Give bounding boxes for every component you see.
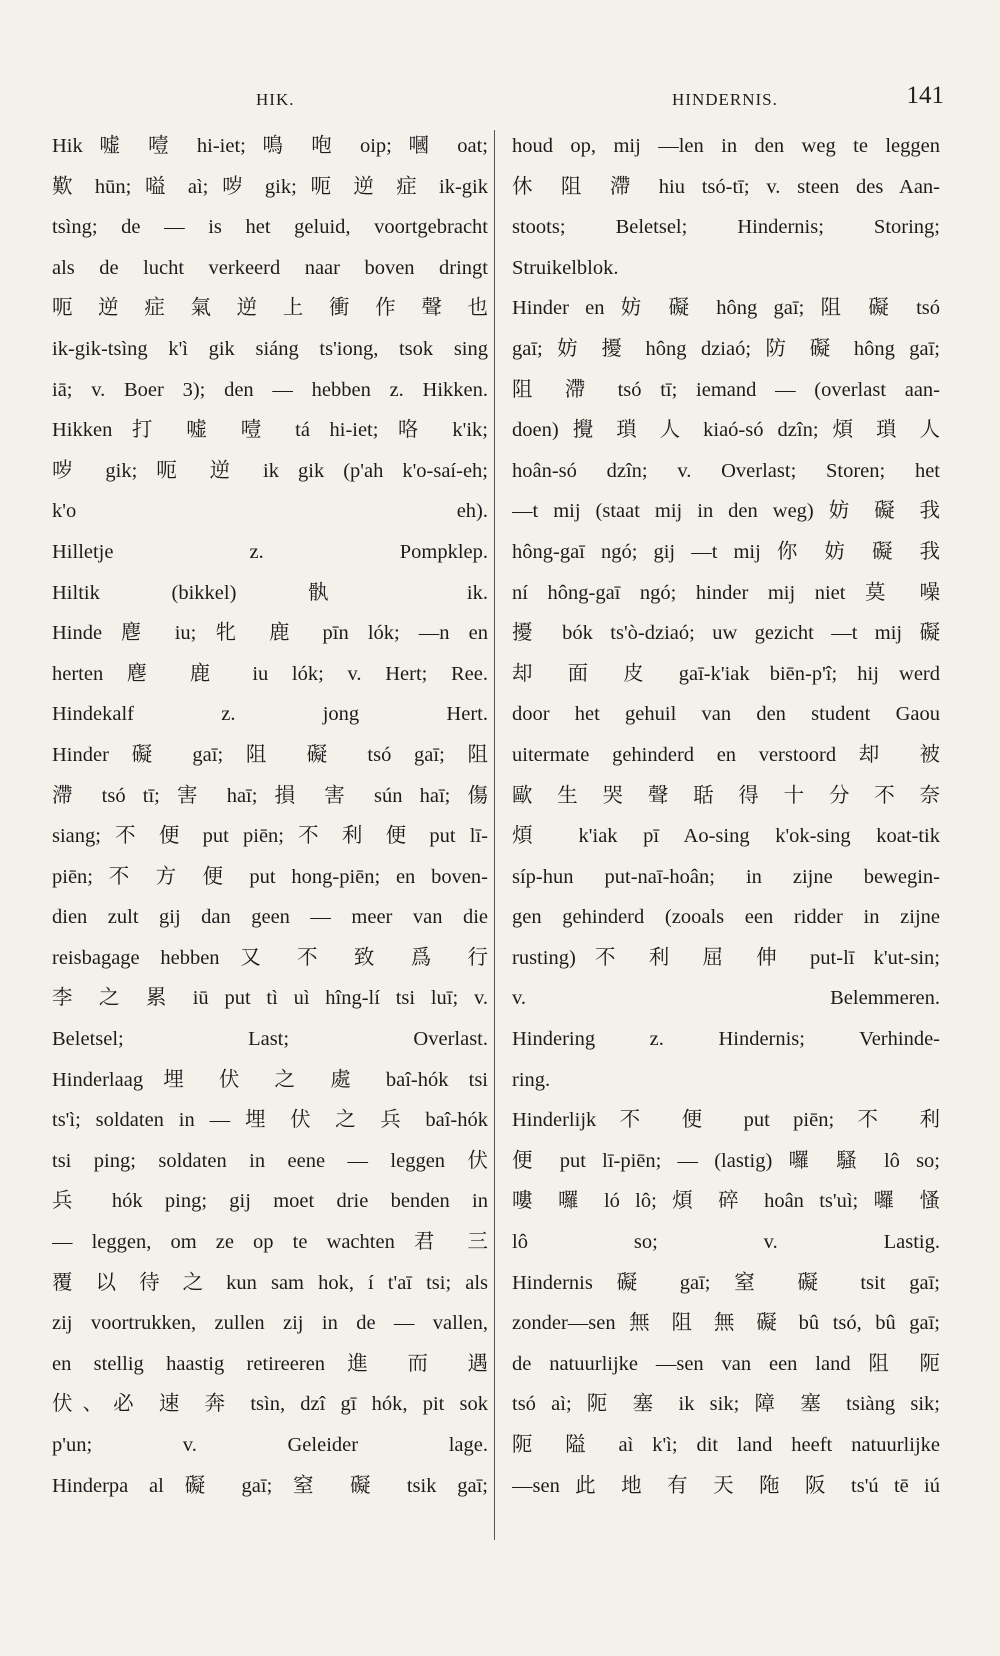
text-line: —t mij (staat mij in den weg) 妨 礙 我 — [512, 500, 940, 523]
text-line: hông-gaī ngó; gij —t mij 你 妨 礙 我 — [512, 540, 940, 563]
text-line: 阻 滯 tsó tī; iemand — (overlast aan- — [512, 378, 940, 401]
text-line: zonder—sen 無 阻 無 礙 bû tsó, bû gaī; — [512, 1312, 940, 1335]
text-line: zij voortrukken, zullen zij in de — vallen, — [52, 1312, 488, 1335]
text-line: 却 面 皮 gaī-k'iak biēn-p'î; hij werd — [512, 662, 940, 685]
text-line: ring. — [512, 1068, 551, 1091]
text-line: 嘍 囉 ló lô; 煩 碎 hoân ts'uì; 囉 慅 — [512, 1190, 940, 1213]
text-line: 覆 以 待 之 kun sam hok, í t'aī tsi; als — [52, 1271, 488, 1294]
text-line: Hinderpa al 礙 gaī; 窒 礙 tsik gaī; — [52, 1474, 488, 1497]
text-line: Hindernis 礙 gaī; 窒 礙 tsit gaī; — [512, 1271, 940, 1294]
text-line: ts'ì; soldaten in — 埋 伏 之 兵 baî-hók — [52, 1109, 488, 1132]
text-line: piēn; 不 方 便 put hong-piēn; en boven- — [52, 865, 488, 888]
text-line: Hiltik (bikkel) 骫 ik. — [52, 581, 488, 604]
text-line: tsó aì; 阨 塞 ik sik; 障 塞 tsiàng sik; — [512, 1393, 940, 1416]
text-line: 兵 hók ping; gij moet drie benden in — [52, 1190, 488, 1213]
text-line: 呃 逆 症 氣 逆 上 衝 作 聲 也 — [52, 297, 488, 320]
text-line: gen gehinderd (zooals een ridder in zijne — [512, 906, 940, 929]
text-line: gaī; 妨 擾 hông dziaó; 防 礙 hông gaī; — [512, 337, 940, 360]
text-line: Hinder 礙 gaī; 阻 礙 tsó gaī; 阻 — [52, 743, 488, 766]
text-line: hoân-só dzîn; v. Overlast; Storen; het — [512, 459, 940, 482]
text-line: 哕 gik; 呃 逆 ik gik (p'ah k'o-saí-eh; — [52, 459, 488, 482]
text-line: doen) 攪 瑣 人 kiaó-só dzîn; 煩 瑣 人 — [512, 419, 940, 442]
page-header — [0, 82, 1000, 122]
text-line: siang; 不 便 put piēn; 不 利 便 put lī- — [52, 825, 488, 848]
text-line: 歐 生 哭 聲 聒 得 十 分 不 奈 — [512, 784, 940, 807]
page-number: 141 — [906, 82, 944, 109]
text-line: 歎 hūn; 嗌 aì; 哕 gik; 呃 逆 症 ik-gik — [52, 175, 488, 198]
text-line: iā; v. Boer 3); den — hebben z. Hikken. — [52, 378, 488, 401]
text-line: door het gehuil van den student Gaou — [512, 703, 940, 726]
text-line: de natuurlijke —sen van een land 阻 阨 — [512, 1352, 940, 1375]
text-line: als de lucht verkeerd naar boven dringt — [52, 256, 488, 279]
text-line: Hikken 打 嘘 噎 tá hi-iet; 咯 k'ik; — [52, 419, 488, 442]
text-line: 擾 bók ts'ò-dziaó; uw gezicht —t mij 礙 — [512, 622, 940, 645]
text-line: ní hông-gaī ngó; hinder mij niet 莫 噪 — [512, 581, 940, 604]
text-line: dien zult gij dan geen — meer van die — [52, 906, 488, 929]
column-divider — [494, 130, 495, 1540]
text-line: 煩 k'iak pī Ao-sing k'ok-sing koat-tik — [512, 825, 940, 848]
right-column — [512, 126, 940, 1506]
text-line: tsi ping; soldaten in eene — leggen 伏 — [52, 1149, 488, 1172]
text-line: síp-hun put-naī-hoân; in zijne bewegin- — [512, 865, 940, 888]
text-line: 滯 tsó tī; 害 haī; 損 害 sún haī; 傷 — [52, 784, 488, 807]
text-line: en stellig haastig retireeren 進 而 遇 — [52, 1352, 488, 1375]
text-line: —sen 此 地 有 天 陁 阪 ts'ú tē iú — [512, 1474, 940, 1497]
text-line: Hilletje z. Pompklep. — [52, 540, 488, 563]
text-line: rusting) 不 利 屈 伸 put-lī k'ut-sin; — [512, 946, 940, 969]
text-line: 休 阻 滯 hiu tsó-tī; v. steen des Aan- — [512, 175, 940, 198]
text-line: k'o eh). — [52, 500, 488, 523]
text-line: — leggen, om ze op te wachten 君 三 — [52, 1231, 488, 1254]
text-line: 伏、必 速 奔 tsìn, dzî gī hók, pit sok — [52, 1393, 488, 1416]
text-line: Hindekalf z. jong Hert. — [52, 703, 488, 726]
text-line: Struikelblok. — [512, 256, 619, 279]
text-line: herten 麀 鹿 iu lók; v. Hert; Ree. — [52, 662, 488, 685]
text-line: houd op, mij —len in den weg te leggen — [512, 135, 940, 157]
text-line: lô so; v. Lastig. — [512, 1231, 940, 1254]
text-line: Hinder en 妨 礙 hông gaī; 阻 礙 tsó — [512, 297, 940, 320]
running-head-center: HINDERNIS. — [672, 90, 778, 109]
text-line: Hik 嘘 噎 hi-iet; 鳴 咆 oip; 嘓 oat; — [52, 135, 488, 157]
running-head-left: HIK. — [256, 90, 295, 109]
text-line: Hinderlijk 不 便 put piēn; 不 利 — [512, 1109, 940, 1132]
text-line: 便 put lī-piēn; — (lastig) 囉 騷 lô so; — [512, 1149, 940, 1172]
text-line: Hinderlaag 埋 伏 之 處 baî-hók tsi — [52, 1068, 488, 1091]
text-line: 阨 隘 aì k'ì; dit land heeft natuurlijke — [512, 1434, 940, 1456]
text-line: tsìng; de — is het geluid, voortgebracht — [52, 216, 488, 239]
text-line: reisbagage hebben 又 不 致 爲 行 — [52, 946, 488, 969]
text-line: uitermate gehinderd en verstoord 却 被 — [512, 743, 940, 766]
text-line: Hinde 麀 iu; 牝 鹿 pīn lók; —n en — [52, 622, 488, 645]
text-line: v. Belemmeren. — [512, 987, 940, 1010]
text-line: ik-gik-tsìng k'ì gik siáng ts'iong, tsok sing — [52, 337, 488, 360]
text-line: stoots; Beletsel; Hindernis; Storing; — [512, 216, 940, 239]
text-line: Hindering z. Hindernis; Verhinde- — [512, 1028, 940, 1051]
text-line: p'un; v. Geleider lage. — [52, 1434, 488, 1456]
left-column — [52, 126, 488, 1506]
text-line: Beletsel; Last; Overlast. — [52, 1028, 488, 1051]
text-line: 李 之 累 iū put tì uì hîng-lí tsi luī; v. — [52, 987, 488, 1010]
